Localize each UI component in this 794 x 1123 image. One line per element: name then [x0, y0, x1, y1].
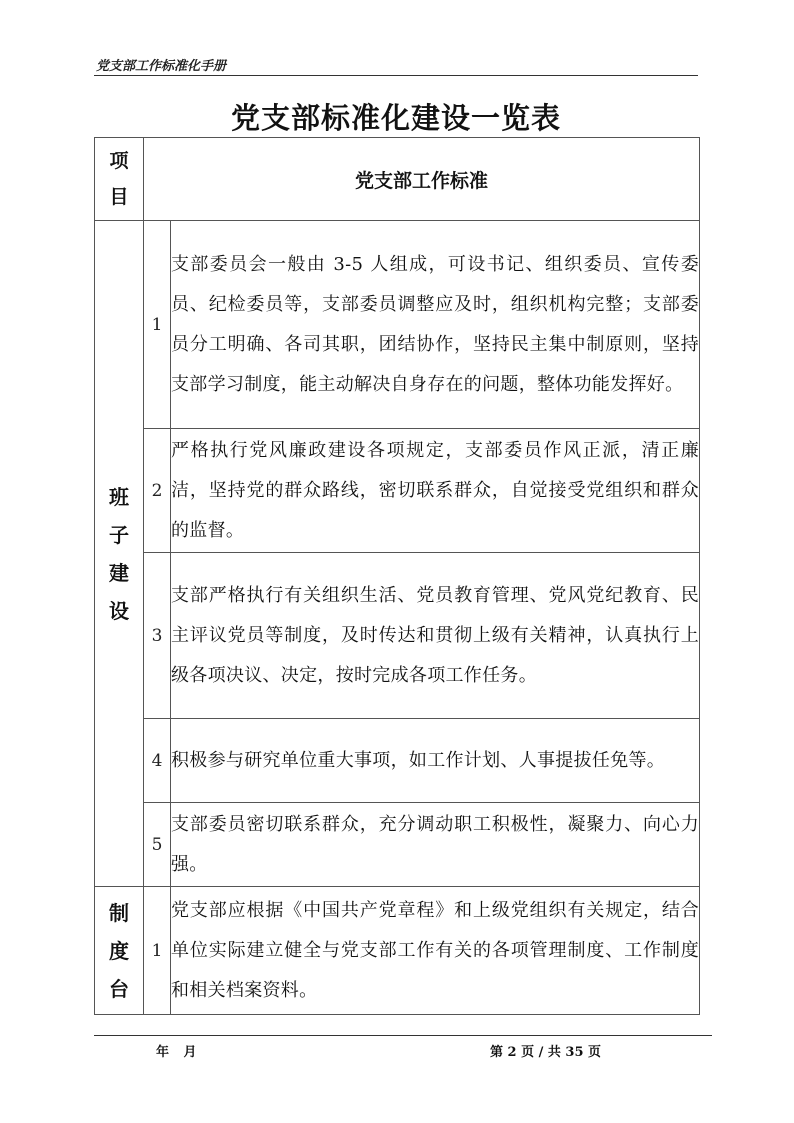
item-number: 1	[144, 221, 171, 429]
page-number: 第 2 页 / 共 35 页	[490, 1045, 602, 1060]
standards-table	[94, 137, 700, 1015]
table-row	[95, 719, 700, 803]
table-row	[95, 887, 700, 1015]
table-row	[95, 803, 700, 887]
item-number: 2	[144, 429, 171, 553]
footer-date: 年 月	[156, 1045, 197, 1060]
item-text: 支部委员会一般由 3-5 人组成，可设书记、组织委员、宣传委员、纪检委员等，支部委员调整应及时，组织机构完整；支部委员分工明确、各司其职，团结协作，坚持民主集中制原则，坚持支部学习制度，能主动解决自身存在的问题，整体功能发挥好。	[171, 221, 700, 429]
item-text: 党支部应根据《中国共产党章程》和上级党组织有关规定，结合单位实际建立健全与党支部工作有关的各项管理制度、工作制度和相关档案资料。	[171, 887, 700, 1015]
category-label: 制度台	[109, 900, 129, 1001]
category-cell	[95, 221, 144, 887]
category-header-label: 项目	[109, 150, 129, 208]
item-text: 支部委员密切联系群众，充分调动职工积极性，凝聚力、向心力强。	[171, 803, 700, 887]
header-rule	[94, 75, 698, 76]
item-text: 积极参与研究单位重大事项，如工作计划、人事提拔任免等。	[171, 719, 700, 803]
table-row	[95, 429, 700, 553]
item-number: 5	[144, 803, 171, 887]
category-label: 班子建设	[109, 484, 129, 623]
item-text: 支部严格执行有关组织生活、党员教育管理、党风党纪教育、民主评议党员等制度，及时传达和贯彻上级有关精神，认真执行上级各项决议、决定，按时完成各项工作任务。	[171, 553, 700, 719]
category-column-header	[95, 138, 144, 221]
table-row	[95, 553, 700, 719]
table-header-row	[95, 138, 700, 221]
footer-rule	[94, 1035, 712, 1036]
standards-table-body	[95, 138, 700, 1015]
category-cell	[95, 887, 144, 1015]
item-number: 3	[144, 553, 171, 719]
standard-column-header: 党支部工作标准	[144, 138, 700, 221]
item-number: 1	[144, 887, 171, 1015]
item-number: 4	[144, 719, 171, 803]
table-row	[95, 221, 700, 429]
running-header: 党支部工作标准化手册	[96, 59, 227, 74]
item-text: 严格执行党风廉政建设各项规定，支部委员作风正派，清正廉洁，坚持党的群众路线，密切联系群众，自觉接受党组织和群众的监督。	[171, 429, 700, 553]
page-title: 党支部标准化建设一览表	[230, 101, 561, 135]
